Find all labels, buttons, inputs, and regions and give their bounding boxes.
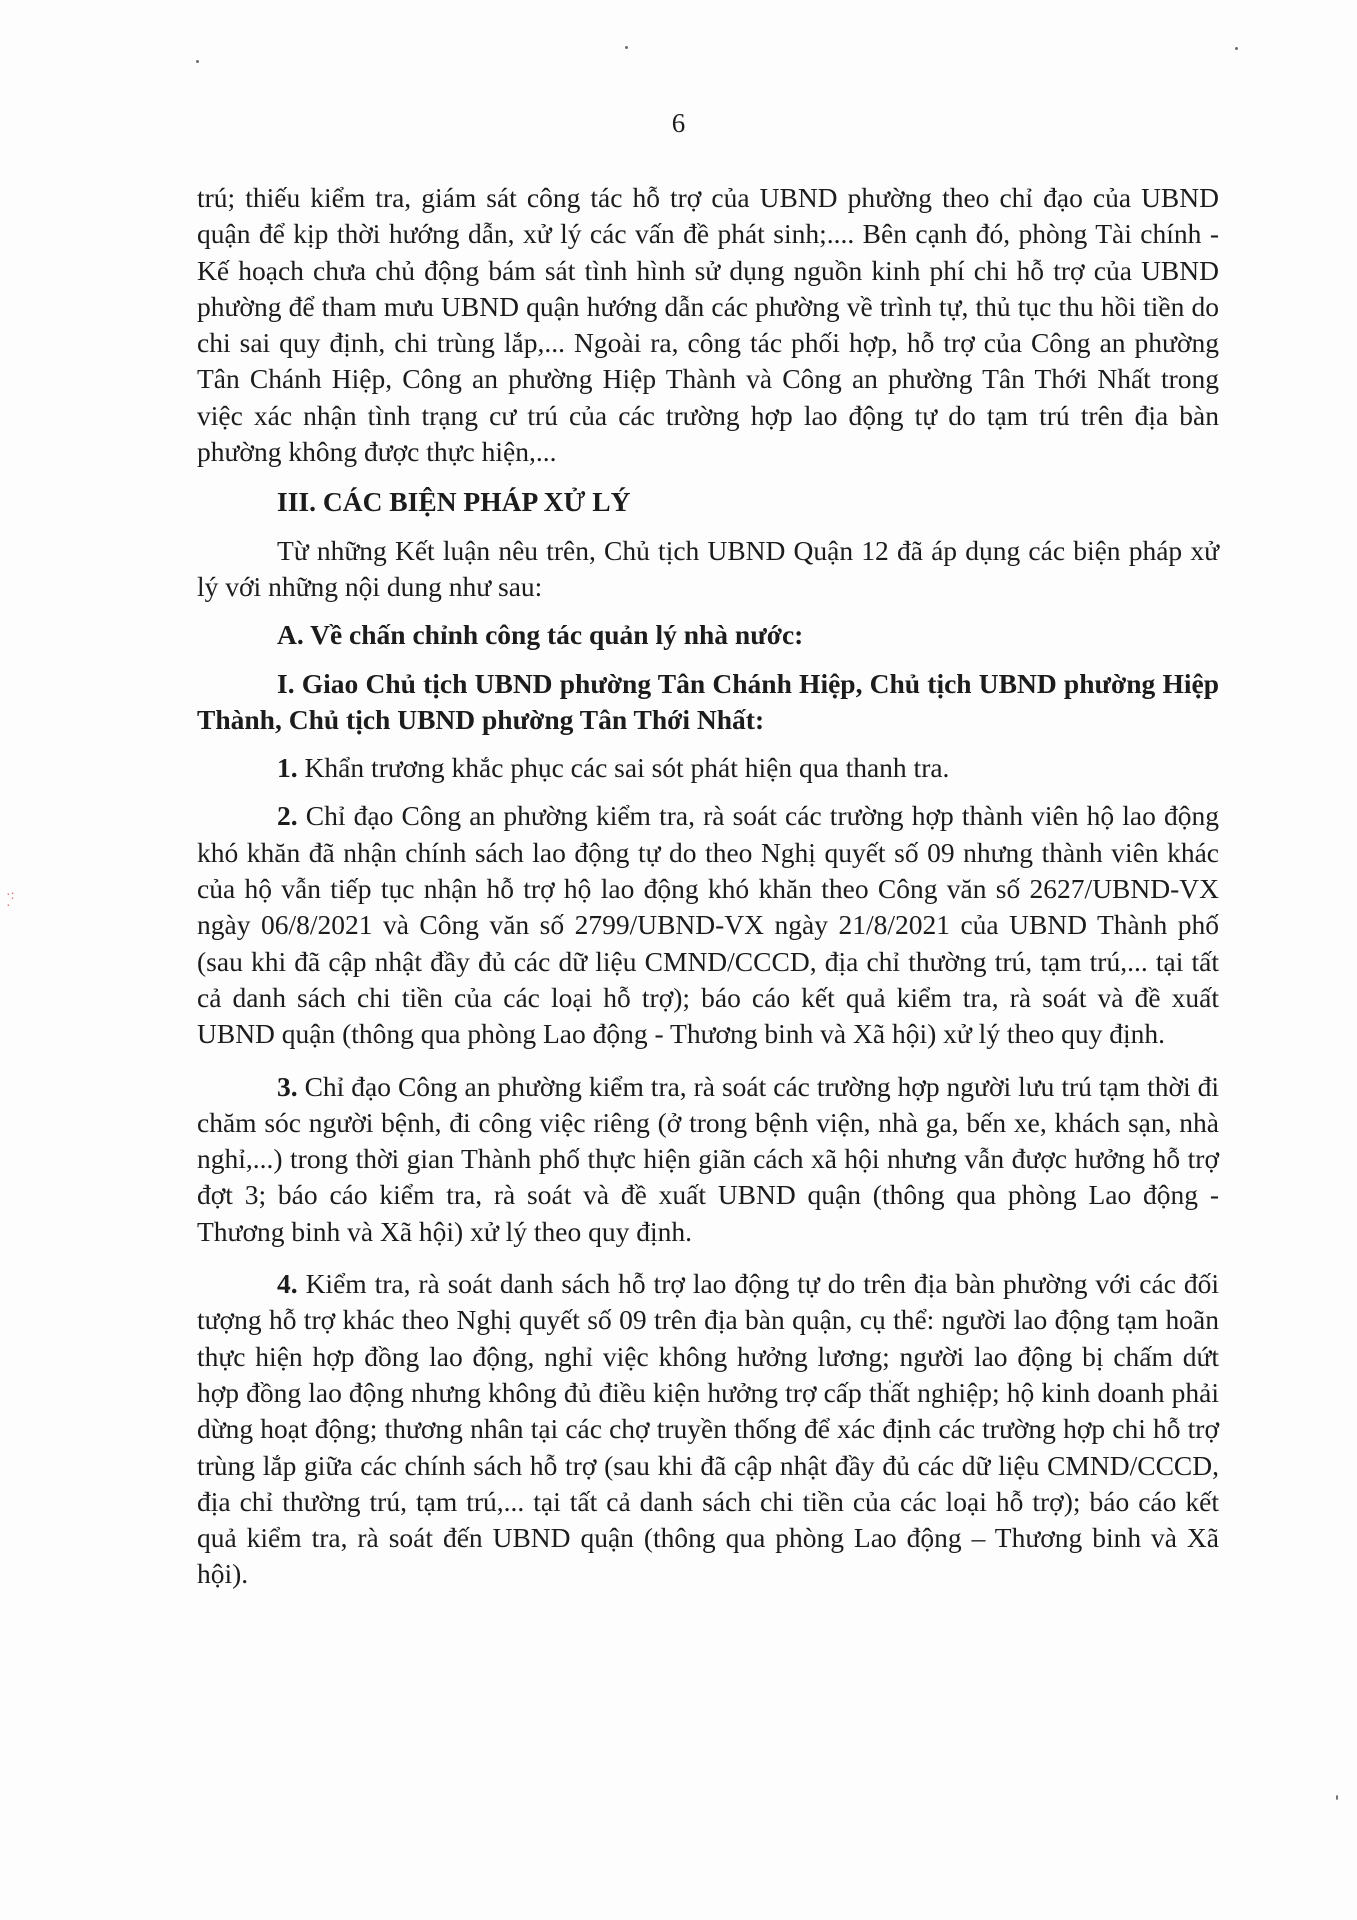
- list-item-text: Chỉ đạo Công an phường kiểm tra, rà soát các trường hợp thành viên hộ lao động khó khăn đã nhận chính sách lao động tự do theo Nghị quyết số 09 nhưng thành viên khác của hộ vẫn tiếp tục nhận hỗ trợ hộ lao động khó khăn theo Công văn số 2627/UBND-VX ngày 06/8/2021 và Công văn số 2799/UBND-VX ngày 21/8/2021 của UBND Thành phố (sau khi đã cập nhật đầy đủ các dữ liệu CMND/CCCD, địa chỉ thường trú, tạm trú,... tại tất cả danh sách chi tiền của các loại hỗ trợ); báo cáo kết quả kiểm tra, rà soát và đề xuất UBND quận (thông qua phòng Lao động - Thương binh và Xã hội) xử lý theo quy định.: [197, 800, 1220, 1050]
- list-item-number: 1.: [277, 752, 298, 784]
- list-item-number: 4.: [277, 1268, 298, 1300]
- list-item-number: 3.: [277, 1070, 298, 1102]
- list-item-3: [197, 1069, 1219, 1250]
- paragraph-continuation: trú; thiếu kiểm tra, giám sát công tác hỗ trợ của UBND phường theo chỉ đạo của UBND quận để kịp thời hướng dẫn, xử lý các vấn đề phát sinh;.... Bên cạnh đó, phòng Tài chính - Kế hoạch chưa chủ động bám sát tình hình sử dụng nguồn kinh phí chi hỗ trợ của UBND phường để tham mưu UBND quận hướng dẫn các phường về trình tự, thủ tục thu hồi tiền do chi sai quy định, chi trùng lắp,... Ngoài ra, công tác phối hợp, hỗ trợ của Công an phường Tân Chánh Hiệp, Công an phường Hiệp Thành và Công an phường Tân Thới Nhất trong việc xác nhận tình trạng cư trú của các trường hợp lao động tự do tạm trú trên địa bàn phường không được thực hiện,...: [197, 182, 1219, 468]
- list-item-2: [197, 798, 1219, 1052]
- list-item-1: [197, 750, 1219, 786]
- subsection-heading-a: A. Về chấn chỉnh công tác quản lý nhà nước:: [277, 619, 804, 651]
- subsection-heading-i: I. Giao Chủ tịch UBND phường Tân Chánh Hiệp, Chủ tịch UBND phường Hiệp Thành, Chủ tịch UBND phường Tân Thới Nhất:: [197, 667, 1219, 735]
- list-item-text: Chỉ đạo Công an phường kiểm tra, rà soát các trường hợp người lưu trú tạm thời đi chăm sóc người bệnh, đi công việc riêng (ở trong bệnh viện, nhà ga, bến xe, khách sạn, nhà nghỉ,...) trong thời gian Thành phố thực hiện giãn cách xã hội nhưng vẫn được hưởng hỗ trợ đợt 3; báo cáo kiểm tra, rà soát và đề xuất UBND quận (thông qua phòng Lao động - Thương binh và Xã hội) xử lý theo quy định.: [197, 1070, 1219, 1247]
- page-number: 6: [671, 108, 686, 138]
- list-item-4: [197, 1266, 1219, 1593]
- scan-speck: [1235, 47, 1238, 50]
- list-item-number: 2.: [277, 800, 298, 832]
- document-body: [197, 180, 1219, 1593]
- paragraph-intro: Từ những Kết luận nêu trên, Chủ tịch UBND Quận 12 đã áp dụng các biện pháp xử lý với những nội dung như sau:: [197, 534, 1219, 602]
- scan-speck: [196, 60, 199, 63]
- list-item-text: Khẩn trương khắc phục các sai sót phát hiện qua thanh tra.: [304, 752, 950, 784]
- scan-speck: [625, 46, 628, 49]
- margin-mark: ·: ·: [6, 888, 15, 914]
- section-heading-iii: III. CÁC BIỆN PHÁP XỬ LÝ: [277, 486, 631, 518]
- scan-speck: [1336, 1795, 1338, 1800]
- list-item-text: Kiểm tra, rà soát danh sách hỗ trợ lao động tự do trên địa bàn phường với các đối tượng hỗ trợ khác theo Nghị quyết số 09 trên địa bàn quận, cụ thể: người lao động tạm hoãn thực hiện hợp đồng lao động, nghỉ việc không hưởng lương; người lao động bị chấm dứt hợp đồng lao động nhưng không đủ điều kiện hưởng trợ cấp thất nghiệp; hộ kinh doanh phải dừng hoạt động; thương nhân tại các chợ truyền thống để xác định các trường hợp chi hỗ trợ trùng lắp giữa các chính sách hỗ trợ (sau khi đã cập nhật đầy đủ các dữ liệu CMND/CCCD, địa chỉ thường trú, tạm trú,... tại tất cả danh sách chi tiền của các loại hỗ trợ); báo cáo kết quả kiểm tra, rà soát đến UBND quận (thông qua phòng Lao động – Thương binh và Xã hội).: [197, 1268, 1219, 1590]
